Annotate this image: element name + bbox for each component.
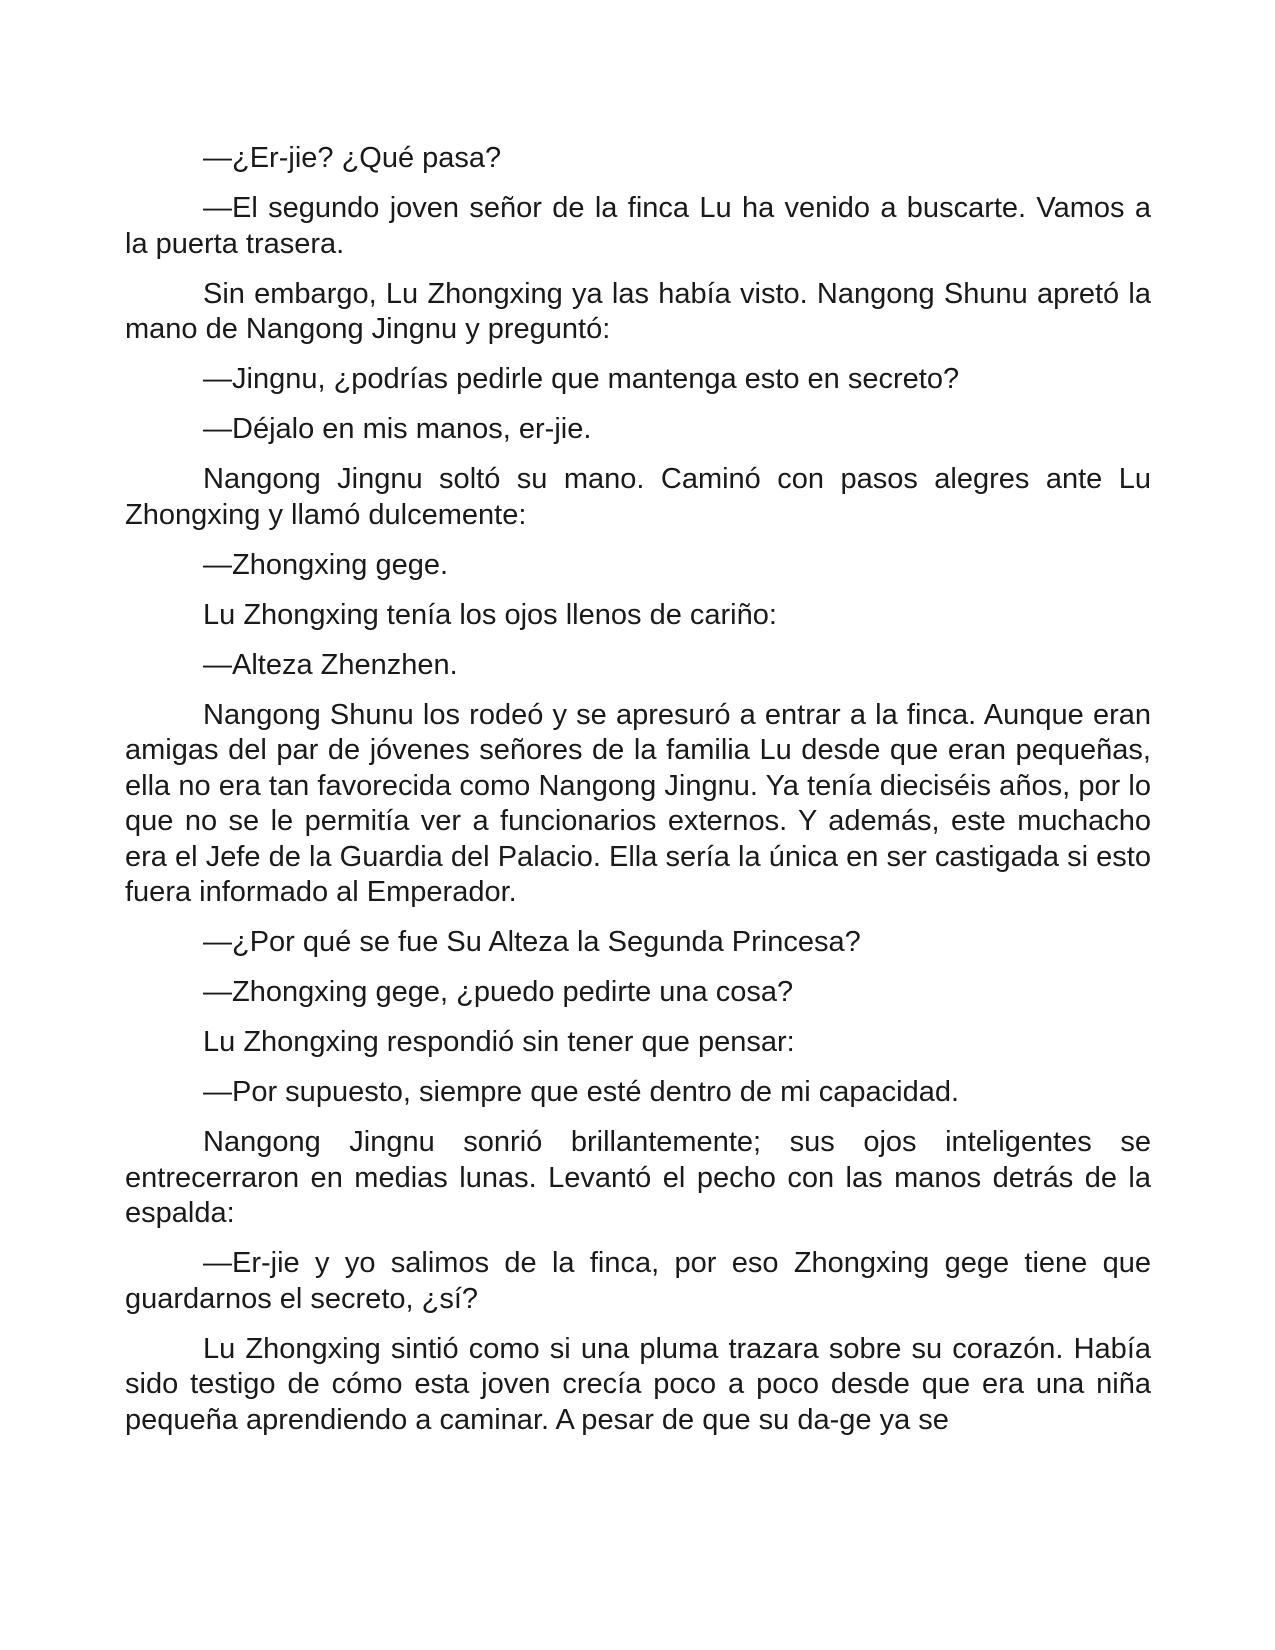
paragraph: —Déjalo en mis manos, er-jie. — [203, 413, 592, 445]
paragraph: —¿Por qué se fue Su Alteza la Segunda Princesa? — [203, 926, 861, 958]
paragraph: —El segundo joven señor de la finca Lu ha venido a buscarte. Vamos a la puerta trasera. — [125, 192, 1151, 260]
paragraph: Lu Zhongxing tenía los ojos llenos de cariño: — [203, 598, 777, 631]
paragraph: Lu Zhongxing respondió sin tener que pensar: — [203, 1026, 795, 1058]
paragraph: —Jingnu, ¿podrías pedirle que mantenga esto en secreto? — [203, 363, 960, 395]
paragraph: —Zhongxing gege. — [203, 548, 449, 581]
document-page — [125, 141, 1151, 1453]
paragraph: Nangong Jingnu soltó su mano. Caminó con pasos alegres ante Lu Zhongxing y llamó dulcemente: — [125, 463, 1151, 531]
paragraph: —Por supuesto, siempre que esté dentro de mi capacidad. — [203, 1076, 960, 1108]
paragraph: Nangong Shunu los rodeó y se apresuró a entrar a la finca. Aunque eran amigas del par de jóvenes señores de la familia Lu desde que eran pequeñas, ella no era tan favorecida como Nangong Jingnu. Ya tenía dieciséis años, por lo que no se le permitía ver a funcionarios externos. Y además, este muchacho era el Jefe de la Guardia del Palacio. Ella sería la única en ser castigada si esto fuera informado al Emperador. — [125, 698, 1151, 908]
paragraph: —¿Er-jie? ¿Qué pasa? — [203, 142, 502, 174]
paragraph: Sin embargo, Lu Zhongxing ya las había visto. Nangong Shunu apretó la mano de Nangong Jingnu y preguntó: — [125, 277, 1151, 345]
paragraph: —Er-jie y yo salimos de la finca, por eso Zhongxing gege tiene que guardarnos el secreto, ¿sí? — [125, 1247, 1151, 1315]
paragraph: Lu Zhongxing sintió como si una pluma trazara sobre su corazón. Había sido testigo de cómo esta joven crecía poco a poco desde que era una niña pequeña aprendiendo a caminar. A pesar de que su da-ge ya se — [125, 1332, 1151, 1436]
paragraph: —Alteza Zhenzhen. — [203, 648, 458, 681]
paragraph: —Zhongxing gege, ¿puedo pedirte una cosa? — [203, 976, 794, 1008]
paragraph: Nangong Jingnu sonrió brillantemente; sus ojos inteligentes se entrecerraron en medias lunas. Levantó el pecho con las manos detrás de la espalda: — [125, 1126, 1151, 1229]
